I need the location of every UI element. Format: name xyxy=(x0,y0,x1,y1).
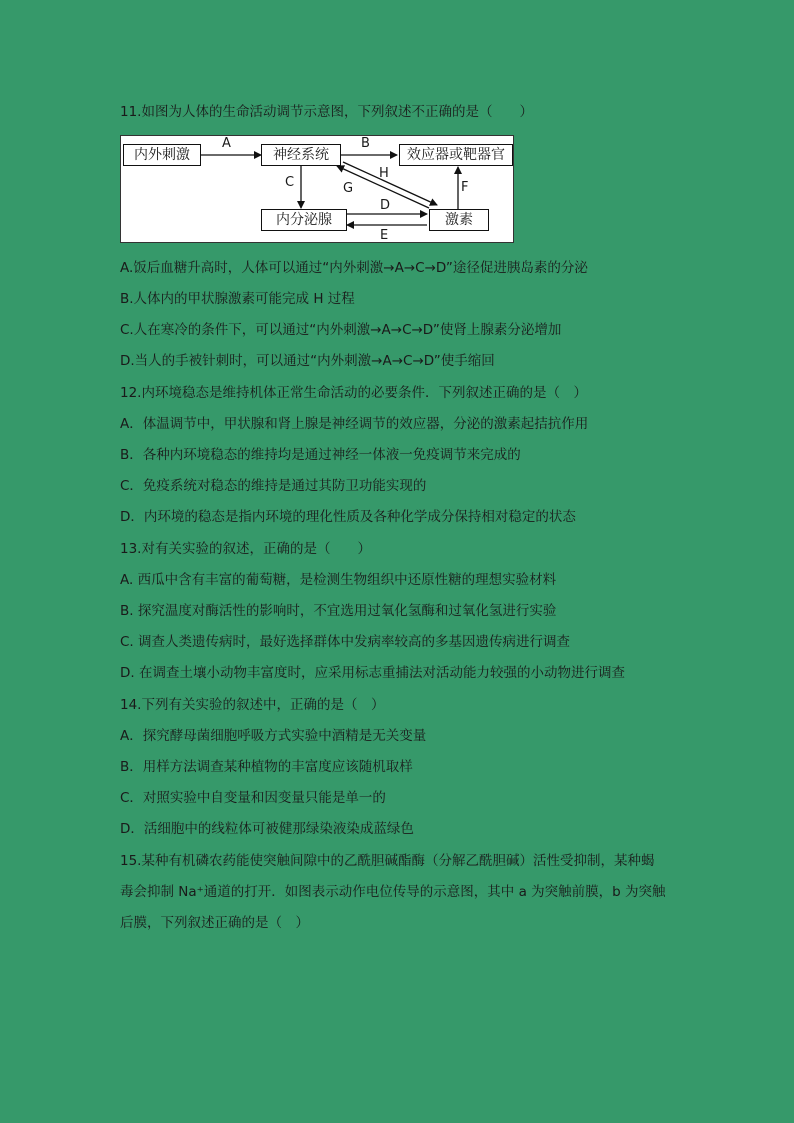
label-d: D xyxy=(380,198,391,213)
q11-option-b: B.人体内的甲状腺激素可能完成 H 过程 xyxy=(120,291,355,307)
q13-stem: 13.对有关实验的叙述，正确的是（ ） xyxy=(120,541,371,557)
regulation-diagram xyxy=(120,135,514,243)
q13-option-d: D. 在调查土壤小动物丰富度时，应采用标志重捕法对活动能力较强的小动物进行调查 xyxy=(120,665,625,681)
q14-option-c: C．对照实验中自变量和因变量只能是单一的 xyxy=(120,790,386,806)
q15-line-2: 毒会抑制 Na⁺通道的打开．如图表示动作电位传导的示意图，其中 a 为突触前膜，b 为突触 xyxy=(120,884,666,900)
q15-line-3: 后膜，下列叙述正确的是（ ） xyxy=(120,915,309,931)
q12-option-a: A．体温调节中，甲状腺和肾上腺是神经调节的效应器，分泌的激素起拮抗作用 xyxy=(120,416,589,432)
q15-line-1: 15.某种有机磷农药能使突触间隙中的乙酰胆碱酯酶（分解乙酰胆碱）活性受抑制，某种蝎 xyxy=(120,853,655,869)
q11-option-c: C.人在寒冷的条件下，可以通过“内外刺激→A→C→D”使肾上腺素分泌增加 xyxy=(120,322,562,338)
node-effector: 效应器或靶器官 xyxy=(399,144,513,166)
q13-option-a: A. 西瓜中含有丰富的葡萄糖，是检测生物组织中还原性糖的理想实验材料 xyxy=(120,572,557,588)
label-e: E xyxy=(380,228,389,243)
q14-option-b: B．用样方法调查某种植物的丰富度应该随机取样 xyxy=(120,759,413,775)
node-stimulus: 内外刺激 xyxy=(123,144,201,166)
q12-option-c: C．免疫系统对稳态的维持是通过其防卫功能实现的 xyxy=(120,478,427,494)
q14-option-a: A．探究酵母菌细胞呼吸方式实验中酒精是无关变量 xyxy=(120,728,427,744)
q11-option-a: A.饭后血糖升高时，人体可以通过“内外刺激→A→C→D”途径促进胰岛素的分泌 xyxy=(120,260,588,276)
label-g: G xyxy=(343,181,354,196)
q13-option-c: C. 调查人类遗传病时，最好选择群体中发病率较高的多基因遗传病进行调查 xyxy=(120,634,571,650)
label-h: H xyxy=(379,166,389,181)
node-nervous-system: 神经系统 xyxy=(261,144,341,166)
label-c: C xyxy=(285,175,295,190)
q14-stem: 14.下列有关实验的叙述中，正确的是（ ） xyxy=(120,697,385,713)
q13-option-b: B. 探究温度对酶活性的影响时，不宜选用过氧化氢酶和过氧化氢进行实验 xyxy=(120,603,557,619)
q12-option-d: D．内环境的稳态是指内环境的理化性质及各种化学成分保持相对稳定的状态 xyxy=(120,509,576,525)
label-b: B xyxy=(361,136,370,151)
q11-option-d: D.当人的手被针刺时，可以通过“内外刺激→A→C→D”使手缩回 xyxy=(120,353,495,369)
q11-stem: 11.如图为人体的生命活动调节示意图，下列叙述不正确的是（ ） xyxy=(120,104,533,120)
node-hormone: 激素 xyxy=(429,209,489,231)
q14-option-d: D．活细胞中的线粒体可被健那绿染液染成蓝绿色 xyxy=(120,821,414,837)
node-endocrine-gland: 内分泌腺 xyxy=(261,209,347,231)
q12-stem: 12.内环境稳态是维持机体正常生命活动的必要条件．下列叙述正确的是（ ） xyxy=(120,385,587,401)
q12-option-b: B．各种内环境稳态的维持均是通过神经一体液一免疫调节来完成的 xyxy=(120,447,521,463)
label-f: F xyxy=(461,180,469,195)
label-a: A xyxy=(222,136,231,151)
